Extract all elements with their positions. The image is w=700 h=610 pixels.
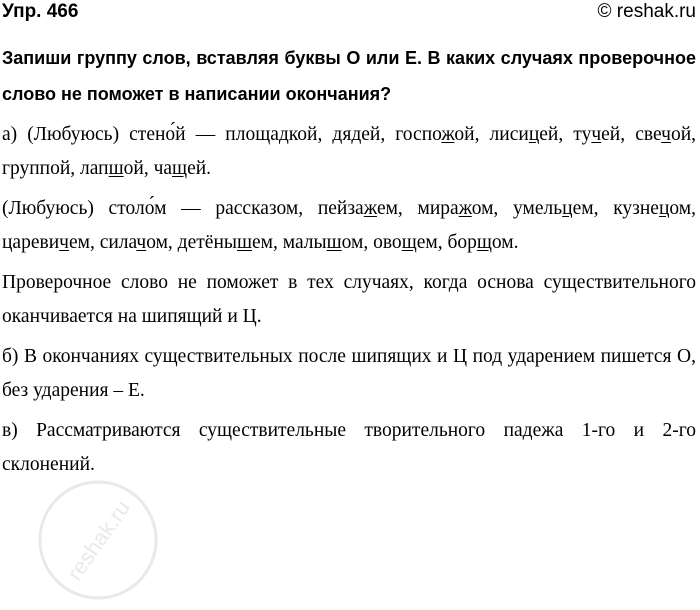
watermark-text: reshak.ru	[61, 495, 135, 586]
paragraph-check-word: Проверочное слово не поможет в тех случаях, когда основа существительного оканчивается на шипящий и Ц.	[2, 272, 696, 327]
task-text: Запиши группу слов, вставляя буквы О или Е. В каких случаях проверочное слово не поможет в написании окончания?	[2, 48, 696, 104]
paragraph-a-stressed-words: (Любуюсь) столо́м — рассказом, пейзажем, миражом, умельцем, кузнецом, царевичем, силачом, детёнышем, малышом, овощем, борщом.	[2, 198, 696, 253]
site-credit: © reshak.ru	[597, 1, 696, 22]
watermark-logo	[28, 470, 168, 610]
exercise-number: Упр. 466	[2, 1, 79, 22]
paragraph-b: б) В окончаниях существительных после шипящих и Ц под ударением пишется О, без ударения – Е.	[2, 346, 696, 401]
paragraph-c: в) Рассматриваются существительные творительного падежа 1-го и 2-го склонений.	[2, 420, 696, 475]
document-page	[2, 0, 696, 482]
paragraph-a-words: а) (Любуюсь) стено́й — площадкой, дядей, госпожой, лисицей, тучей, свечой, группой, лапшой, чащей.	[2, 124, 696, 179]
header	[2, 0, 696, 26]
